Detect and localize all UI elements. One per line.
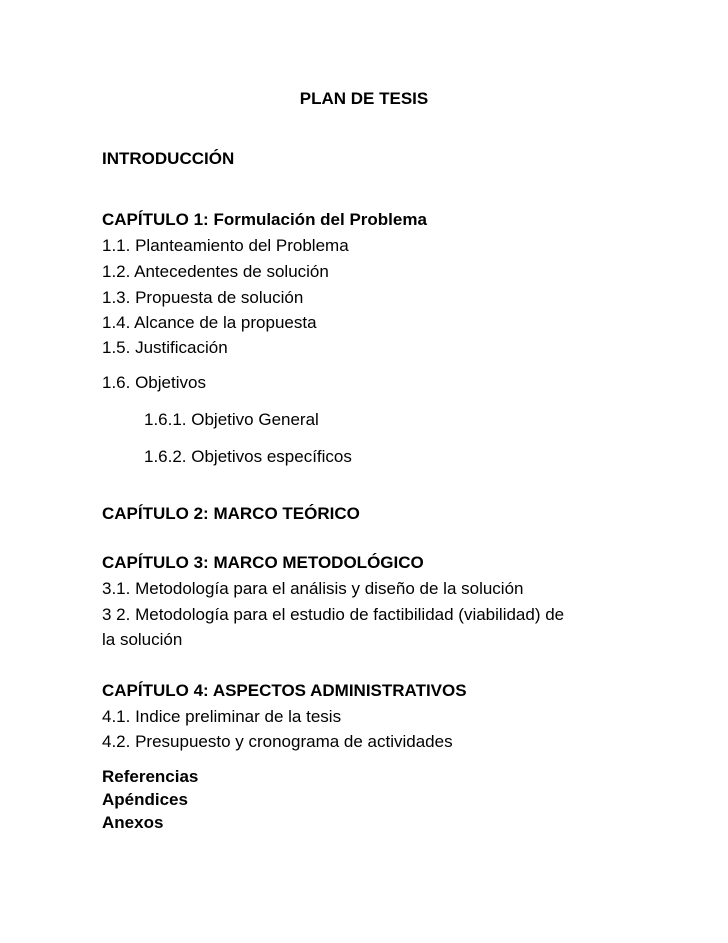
chapter3-item: 3 2. Metodología para el estudio de factibilidad (viabilidad) de — [102, 605, 565, 624]
chapter3-item: 3.1. Metodología para el análisis y diseño de la solución — [102, 579, 524, 598]
chapter1-heading: CAPÍTULO 1: Formulación del Problema — [102, 210, 427, 229]
chapter4-item: 4.2. Presupuesto y cronograma de actividades — [102, 732, 453, 751]
chapter1-item: 1.5. Justificación — [102, 338, 228, 357]
chapter1-item: 1.2. Antecedentes de solución — [102, 262, 329, 281]
chapter3-heading: CAPÍTULO 3: MARCO METODOLÓGICO — [102, 553, 424, 572]
chapter1-subitem: 1.6.1. Objetivo General — [144, 410, 319, 429]
annexes-heading: Anexos — [102, 813, 164, 832]
chapter4-item: 4.1. Indice preliminar de la tesis — [102, 707, 342, 726]
chapter3-item-continuation: la solución — [102, 630, 183, 649]
references-heading: Referencias — [102, 767, 199, 786]
chapter1-item: 1.4. Alcance de la propuesta — [102, 313, 317, 332]
document-title: PLAN DE TESIS — [299, 89, 429, 108]
chapter4-heading: CAPÍTULO 4: ASPECTOS ADMINISTRATIVOS — [102, 681, 467, 700]
chapter1-subitem: 1.6.2. Objetivos específicos — [144, 447, 352, 466]
introduction-heading: INTRODUCCIÓN — [102, 149, 235, 168]
appendices-heading: Apéndices — [102, 790, 188, 809]
chapter1-item: 1.6. Objetivos — [102, 373, 206, 392]
chapter1-item: 1.3. Propuesta de solución — [102, 288, 304, 307]
chapter2-heading: CAPÍTULO 2: MARCO TEÓRICO — [102, 504, 360, 523]
chapter1-item: 1.1. Planteamiento del Problema — [102, 236, 349, 255]
